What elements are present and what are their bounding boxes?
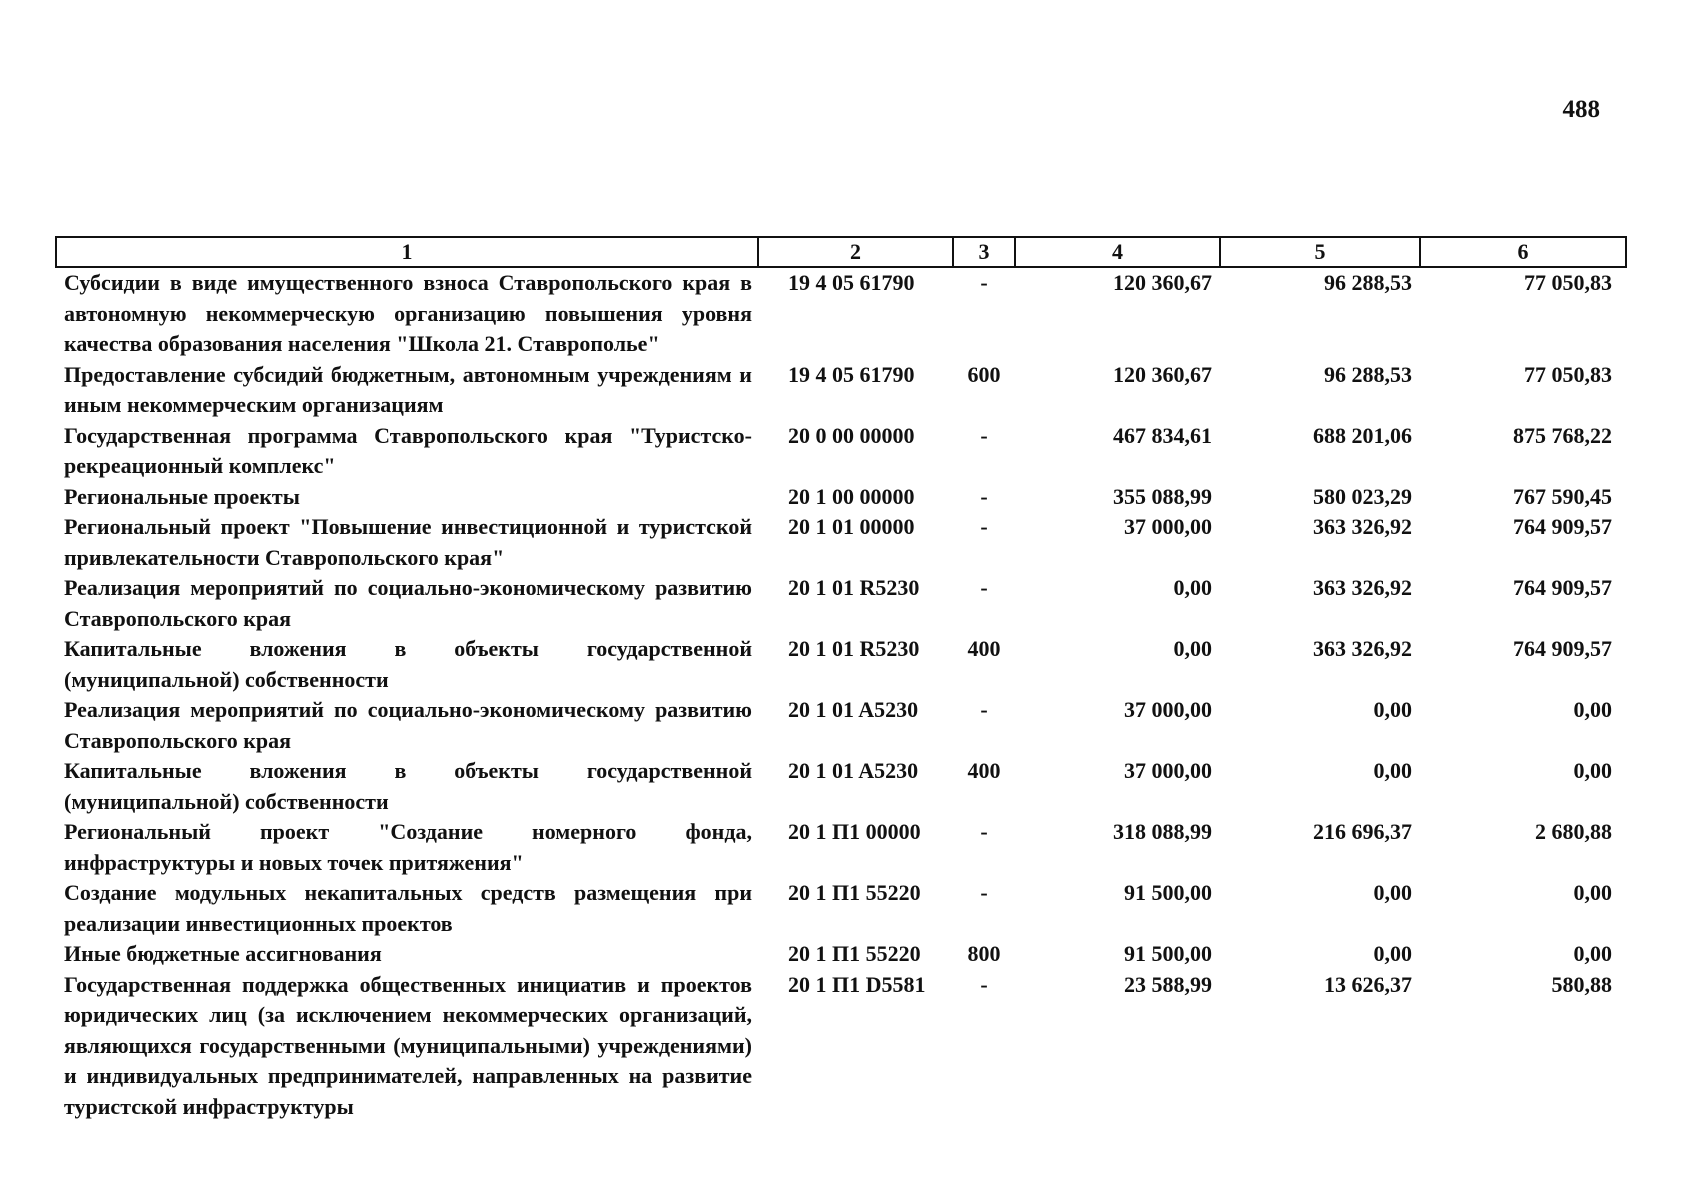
row-code: 20 1 01 00000	[788, 514, 915, 539]
table-row	[56, 512, 1626, 573]
column-header: 3	[953, 237, 1015, 267]
table-row	[56, 695, 1626, 756]
row-value-col5: 0,00	[1373, 880, 1412, 905]
row-name: Региональный проект "Повышение инвестиционной и туристской привлекательности Ставропольского края"	[64, 514, 752, 570]
row-value-col6: 875 768,22	[1513, 422, 1612, 448]
row-name: Капитальные вложения в объекты государственной (муниципальной) собственности	[64, 758, 752, 814]
row-expense-type: -	[980, 483, 988, 509]
row-value-col6: 77 050,83	[1524, 270, 1612, 295]
row-value-col4: 0,00	[1173, 575, 1212, 600]
table-row	[56, 878, 1626, 939]
row-name: Региональные проекты	[64, 483, 300, 509]
row-name: Капитальные вложения в объекты государственной (муниципальной) собственности	[64, 636, 752, 692]
column-header: 6	[1420, 237, 1626, 267]
column-header: 1	[56, 237, 758, 267]
row-code: 20 1 01 A5230	[788, 758, 919, 783]
row-name: Предоставление субсидий бюджетным, автономным учреждениям и иным некоммерческим организациям	[64, 361, 752, 417]
row-value-col5: 363 326,92	[1313, 575, 1412, 600]
row-expense-type: -	[980, 971, 988, 997]
table-row	[56, 756, 1626, 817]
row-value-col4: 37 000,00	[1124, 514, 1212, 539]
row-value-col5: 216 696,37	[1313, 819, 1412, 844]
row-expense-type: -	[980, 880, 988, 905]
row-value-col4: 23 588,99	[1124, 971, 1212, 997]
row-value-col4: 0,00	[1173, 636, 1212, 661]
row-code: 20 0 00 00000	[788, 422, 915, 448]
row-value-col6: 764 909,57	[1513, 514, 1612, 539]
row-expense-type: -	[980, 422, 988, 448]
table-row	[56, 267, 1626, 360]
row-name: Реализация мероприятий по социально-экономическому развитию Ставропольского края	[64, 575, 752, 631]
page-number: 488	[1562, 96, 1600, 123]
row-name: Иные бюджетные ассигнования	[64, 941, 382, 966]
row-name: Реализация мероприятий по социально-экономическому развитию Ставропольского края	[64, 697, 752, 753]
row-value-col4: 37 000,00	[1124, 697, 1212, 722]
row-code: 20 1 01 R5230	[788, 636, 920, 661]
row-value-col4: 91 500,00	[1124, 941, 1212, 966]
row-name: Создание модульных некапитальных средств размещения при реализации инвестиционных проектов	[64, 880, 752, 936]
table-row	[56, 970, 1626, 1123]
row-expense-type: 600	[967, 361, 1001, 387]
row-value-col6: 0,00	[1573, 941, 1612, 966]
row-value-col5: 580 023,29	[1313, 483, 1412, 509]
row-value-col4: 318 088,99	[1113, 819, 1212, 844]
table-row	[56, 573, 1626, 634]
row-value-col5: 0,00	[1373, 758, 1412, 783]
row-name: Государственная поддержка общественных инициатив и проектов юридических лиц (за исключением некоммерческих организаций, являющихся государственными (муниципальными) учреждениями) и индивидуальных предпринимателей, направленных на развитие туристской инфраструктуры	[64, 971, 752, 1119]
row-name: Государственная программа Ставропольского края "Туристско-рекреационный комплекс"	[64, 422, 752, 478]
row-value-col5: 0,00	[1373, 697, 1412, 722]
row-value-col5: 13 626,37	[1324, 971, 1412, 997]
row-value-col5: 688 201,06	[1313, 422, 1412, 448]
row-value-col4: 467 834,61	[1113, 422, 1212, 448]
table-body	[56, 267, 1626, 1122]
row-value-col4: 37 000,00	[1124, 758, 1212, 783]
row-code: 20 1 01 A5230	[788, 697, 919, 722]
table-row	[56, 939, 1626, 970]
row-code: 20 1 00 00000	[788, 483, 915, 509]
row-code: 19 4 05 61790	[788, 270, 915, 295]
row-code: 20 1 01 R5230	[788, 575, 920, 600]
row-value-col6: 0,00	[1573, 697, 1612, 722]
row-value-col6: 2 680,88	[1535, 819, 1612, 844]
row-expense-type: 400	[967, 636, 1001, 661]
header-row	[56, 237, 1626, 267]
table-row	[56, 360, 1626, 421]
row-name: Региональный проект "Создание номерного фонда, инфраструктуры и новых точек притяжения"	[64, 819, 752, 875]
row-value-col6: 0,00	[1573, 880, 1612, 905]
row-expense-type: -	[980, 819, 988, 844]
row-code: 20 1 П1 D5581	[788, 971, 926, 997]
table-row	[56, 634, 1626, 695]
row-value-col5: 0,00	[1373, 941, 1412, 966]
column-header: 2	[758, 237, 953, 267]
row-expense-type: -	[980, 270, 988, 295]
row-value-col4: 355 088,99	[1113, 483, 1212, 509]
row-value-col5: 363 326,92	[1313, 514, 1412, 539]
row-name: Субсидии в виде имущественного взноса Ставропольского края в автономную некоммерческую организацию повышения уровня качества образования населения "Школа 21. Ставрополье"	[64, 270, 752, 356]
row-expense-type: 400	[967, 758, 1001, 783]
table-row	[56, 817, 1626, 878]
row-expense-type: -	[980, 697, 988, 722]
row-value-col6: 77 050,83	[1524, 361, 1612, 387]
row-value-col6: 0,00	[1573, 758, 1612, 783]
table-row	[56, 482, 1626, 513]
row-expense-type: -	[980, 575, 988, 600]
row-code: 20 1 П1 00000	[788, 819, 921, 844]
budget-table	[55, 236, 1627, 1122]
row-value-col6: 767 590,45	[1513, 483, 1612, 509]
row-expense-type: 800	[967, 941, 1001, 966]
row-value-col5: 96 288,53	[1324, 361, 1412, 387]
row-value-col5: 363 326,92	[1313, 636, 1412, 661]
row-value-col6: 764 909,57	[1513, 636, 1612, 661]
column-header: 4	[1015, 237, 1220, 267]
row-code: 20 1 П1 55220	[788, 941, 921, 966]
row-value-col5: 96 288,53	[1324, 270, 1412, 295]
row-value-col6: 764 909,57	[1513, 575, 1612, 600]
row-value-col4: 120 360,67	[1113, 270, 1212, 295]
row-code: 19 4 05 61790	[788, 361, 915, 387]
row-code: 20 1 П1 55220	[788, 880, 921, 905]
row-value-col4: 120 360,67	[1113, 361, 1212, 387]
table-row	[56, 421, 1626, 482]
row-expense-type: -	[980, 514, 988, 539]
row-value-col6: 580,88	[1551, 971, 1612, 997]
column-header: 5	[1220, 237, 1420, 267]
row-value-col4: 91 500,00	[1124, 880, 1212, 905]
